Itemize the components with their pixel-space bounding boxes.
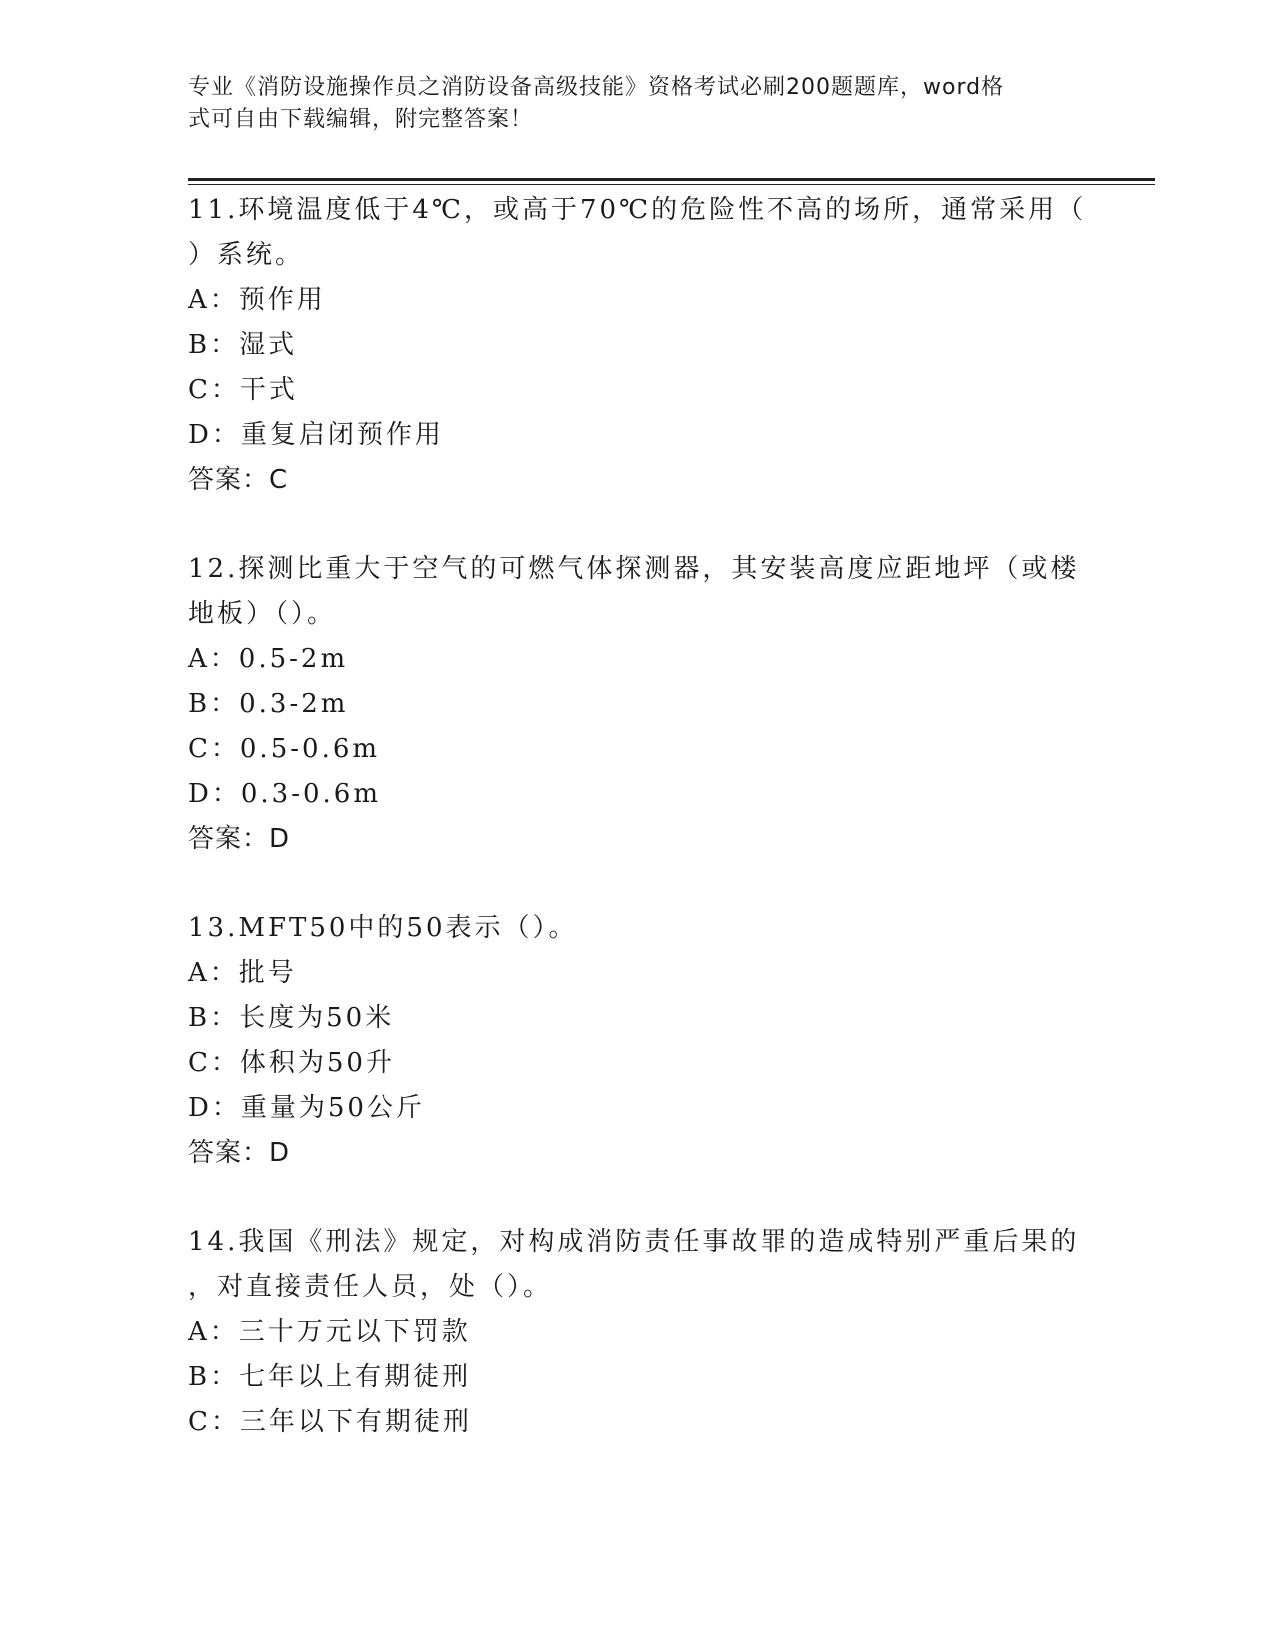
question-11 bbox=[188, 188, 1088, 503]
option-a: A：预作用 bbox=[188, 285, 326, 315]
option-d: D：重复启闭预作用 bbox=[188, 420, 444, 450]
question-text-line-1: 13.MFT50中的50表示（）。 bbox=[188, 913, 578, 943]
question-text-line-1: 14.我国《刑法》规定，对构成消防责任事故罪的造成特别严重后果的 bbox=[188, 1227, 1080, 1257]
option-b: B：七年以上有期徒刑 bbox=[188, 1362, 472, 1392]
question-12 bbox=[188, 547, 1088, 862]
header-line-2: 式可自由下载编辑，附完整答案！ bbox=[188, 107, 534, 132]
question-text bbox=[188, 1220, 1088, 1310]
question-text-line-2: ）系统。 bbox=[188, 240, 305, 270]
header-line-1: 专业《消防设施操作员之消防设备高级技能》资格考试必刷200题题库，word格 bbox=[188, 75, 1005, 100]
question-14 bbox=[188, 1220, 1088, 1445]
question-text-line-2: ，对直接责任人员，处（）。 bbox=[188, 1272, 553, 1302]
question-list bbox=[188, 188, 1088, 1489]
header-divider-thin bbox=[188, 184, 1155, 185]
option-c: C：干式 bbox=[188, 375, 298, 405]
answer: 答案：D bbox=[188, 824, 291, 854]
option-b: B：0.3-2m bbox=[188, 689, 349, 719]
question-text bbox=[188, 188, 1088, 278]
question-text bbox=[188, 906, 1088, 951]
document-header bbox=[188, 72, 1068, 136]
option-c: C：0.5-0.6m bbox=[188, 734, 381, 764]
answer: 答案：D bbox=[188, 1138, 291, 1168]
question-13 bbox=[188, 906, 1088, 1176]
option-a: A：三十万元以下罚款 bbox=[188, 1317, 471, 1347]
option-c: C：体积为50升 bbox=[188, 1048, 395, 1078]
option-d: D：重量为50公斤 bbox=[188, 1093, 425, 1123]
option-d: D：0.3-0.6m bbox=[188, 779, 381, 809]
option-a: A：批号 bbox=[188, 958, 297, 988]
header-divider-thick bbox=[188, 178, 1155, 181]
option-c: C：三年以下有期徒刑 bbox=[188, 1407, 472, 1437]
question-text bbox=[188, 547, 1088, 637]
option-b: B：湿式 bbox=[188, 330, 298, 360]
question-text-line-1: 11.环境温度低于4℃，或高于70℃的危险性不高的场所，通常采用（ bbox=[188, 195, 1087, 225]
option-a: A：0.5-2m bbox=[188, 644, 349, 674]
question-text-line-1: 12.探测比重大于空气的可燃气体探测器，其安装高度应距地坪（或楼 bbox=[188, 554, 1080, 584]
question-text-line-2: 地板）（）。 bbox=[188, 599, 337, 629]
option-b: B：长度为50米 bbox=[188, 1003, 395, 1033]
answer: 答案：C bbox=[188, 465, 289, 495]
